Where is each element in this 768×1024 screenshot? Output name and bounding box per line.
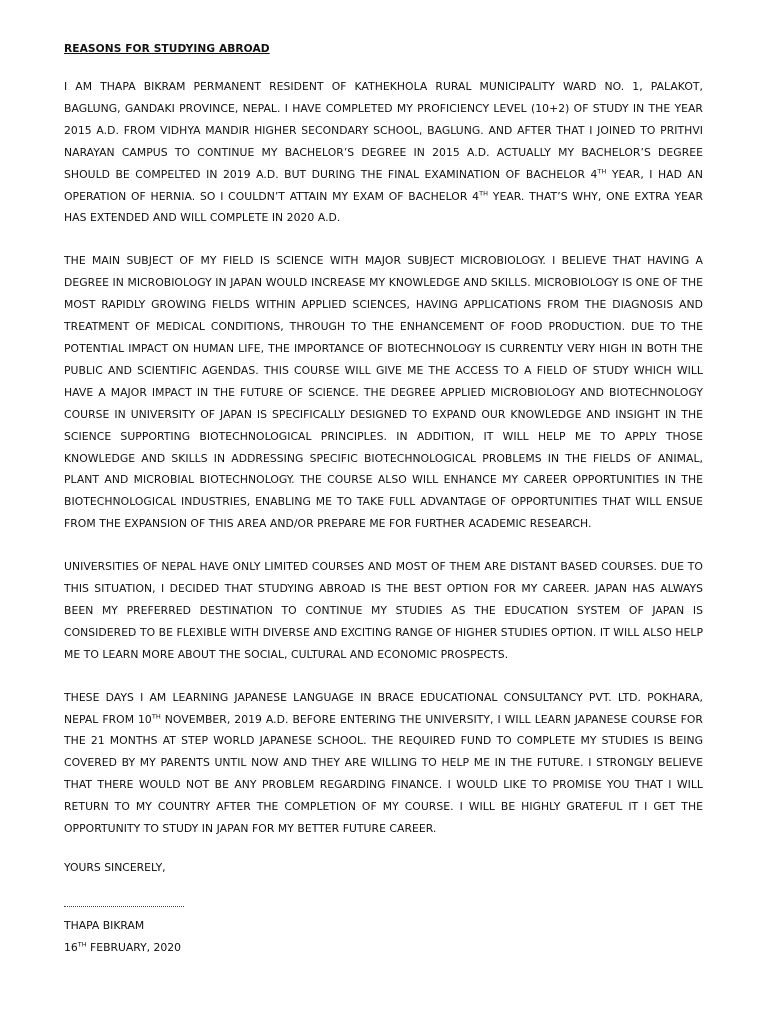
signature-name: THAPA BIKRAM bbox=[64, 919, 145, 932]
document-title: REASONS FOR STUDYING ABROAD bbox=[64, 43, 270, 55]
date-rest: FEBRUARY, 2020 bbox=[86, 941, 182, 954]
paragraph-text: YEAR, I HAD AN OPERATION OF HERNIA. SO I COULDN’T ATTAIN MY EXAM OF BACHELOR 4 bbox=[64, 167, 703, 203]
paragraph-field-of-study bbox=[64, 250, 703, 535]
ordinal-suffix: TH bbox=[597, 167, 607, 176]
paragraph-text: THESE DAYS I AM LEARNING JAPANESE LANGUAGE IN BRACE EDUCATIONAL CONSULTANCY PVT. LTD. POKHARA, NEPAL FROM 10 bbox=[64, 690, 703, 726]
date-day: 16 bbox=[64, 941, 78, 954]
signature-line bbox=[64, 906, 184, 907]
closing-salutation: YOURS SINCERELY, bbox=[64, 861, 166, 874]
paragraph-background bbox=[64, 76, 703, 229]
ordinal-suffix: TH bbox=[479, 188, 489, 197]
paragraph-current-plans bbox=[64, 687, 703, 840]
paragraph-text: I AM THAPA BIKRAM PERMANENT RESIDENT OF KATHEKHOLA RURAL MUNICIPALITY WARD NO. 1, PALAKOT, BAGLUNG, GANDAKI PROVINCE, NEPAL. I HAVE COMPLETED MY PROFICIENCY LEVEL (10+2) OF STUDY IN THE YEAR 2015 A.D. FROM VIDHYA MANDIR HIGHER SECONDARY SCHOOL, BAGLUNG. AND AFTER THAT I JOINED TO PRITHVI NARAYAN CAMPUS TO CONTINUE MY BACHELOR’S DEGREE IN 2015 A.D. ACTUALLY MY BACHELOR’S DEGREE SHOULD BE COMPELTED IN 2019 A.D. BUT DURING THE FINAL EXAMINATION OF BACHELOR 4 bbox=[64, 80, 703, 181]
paragraph-why-abroad bbox=[64, 556, 703, 666]
paragraph-text: THE MAIN SUBJECT OF MY FIELD IS SCIENCE WITH MAJOR SUBJECT MICROBIOLOGY. I BELIEVE THAT HAVING A DEGREE IN MICROBIOLOGY IN JAPAN WOULD INCREASE MY KNOWLEDGE AND SKILLS. MICROBIOLOGY IS ONE OF THE MOST RAPIDLY GROWING FIELDS WITHIN APPLIED SCIENCES, HAVING APPLICATIONS FROM THE DIAGNOSIS AND TREATMENT OF MEDICAL CONDITIONS, THROUGH TO THE ENHANCEMENT OF FOOD PRODUCTION. DUE TO THE POTENTIAL IMPACT ON HUMAN LIFE, THE IMPORTANCE OF BIOTECHNOLOGY IS CURRENTLY VERY HIGH IN BOTH THE PUBLIC AND SCIENTIFIC AGENDAS. THIS COURSE WILL GIVE ME THE ACCESS TO A FIELD OF STUDY WHICH WILL HAVE A MAJOR IMPACT IN THE FUTURE OF SCIENCE. THE DEGREE APPLIED MICROBIOLOGY AND BIOTECHNOLOGY COURSE IN UNIVERSITY OF JAPAN IS SPECIFICALLY DESIGNED TO EXPAND OUR KNOWLEDGE AND INSIGHT IN THE SCIENCE SUPPORTING BIOTECHNOLOGICAL PRINCIPLES. IN ADDITION, IT WILL HELP ME TO APPLY THOSE KNOWLEDGE AND SKILLS IN ADDRESSING SPECIFIC BIOTECHNOLOGICAL PROBLEMS IN THE FIELDS OF ANIMAL, PLANT AND MICROBIAL BIOTECHNOLOGY. THE COURSE ALSO WILL ENHANCE MY CAREER OPPORTUNITIES IN THE BIOTECHNOLOGICAL INDUSTRIES, ENABLING ME TO TAKE FULL ADVANTAGE OF OPPORTUNITIES THAT WILL ENSUE FROM THE EXPANSION OF THIS AREA AND/OR PREPARE ME FOR FURTHER ACADEMIC RESEARCH. bbox=[64, 254, 703, 531]
paragraph-text: UNIVERSITIES OF NEPAL HAVE ONLY LIMITED COURSES AND MOST OF THEM ARE DISTANT BASED COURSES. DUE TO THIS SITUATION, I DECIDED THAT STUDYING ABROAD IS THE BEST OPTION FOR MY CAREER. JAPAN HAS ALWAYS BEEN MY PREFERRED DESTINATION TO CONTINUE MY STUDIES AS THE EDUCATION SYSTEM OF JAPAN IS CONSIDERED TO BE FLEXIBLE WITH DIVERSE AND EXCITING RANGE OF HIGHER STUDIES OPTION. IT WILL ALSO HELP ME TO LEARN MORE ABOUT THE SOCIAL, CULTURAL AND ECONOMIC PROSPECTS. bbox=[64, 560, 703, 661]
signature-date bbox=[64, 937, 703, 959]
ordinal-suffix: TH bbox=[77, 940, 87, 949]
paragraph-text: YEAR. THAT’S WHY, ONE EXTRA YEAR HAS EXTENDED AND WILL COMPLETE IN 2020 A.D. bbox=[64, 189, 703, 225]
ordinal-suffix: TH bbox=[151, 711, 161, 720]
paragraph-text: NOVEMBER, 2019 A.D. BEFORE ENTERING THE UNIVERSITY, I WILL LEARN JAPANESE COURSE FOR THE 21 MONTHS AT STEP WORLD JAPANESE SCHOOL. THE REQUIRED FUND TO COMPLETE MY STUDIES IS BEING COVERED BY MY PARENTS UNTIL NOW AND THEY ARE WILLING TO HELP ME IN THE FUTURE. I STRONGLY BELIEVE THAT THERE WOULD NOT BE ANY PROBLEM REGARDING FINANCE. I WOULD LIKE TO PROMISE YOU THAT I WILL RETURN TO MY COUNTRY AFTER THE COMPLETION OF MY COURSE. I WILL BE HIGHLY GRATEFUL IT I GET THE OPPORTUNITY TO STUDY IN JAPAN FOR MY BETTER FUTURE CAREER. bbox=[64, 712, 703, 836]
